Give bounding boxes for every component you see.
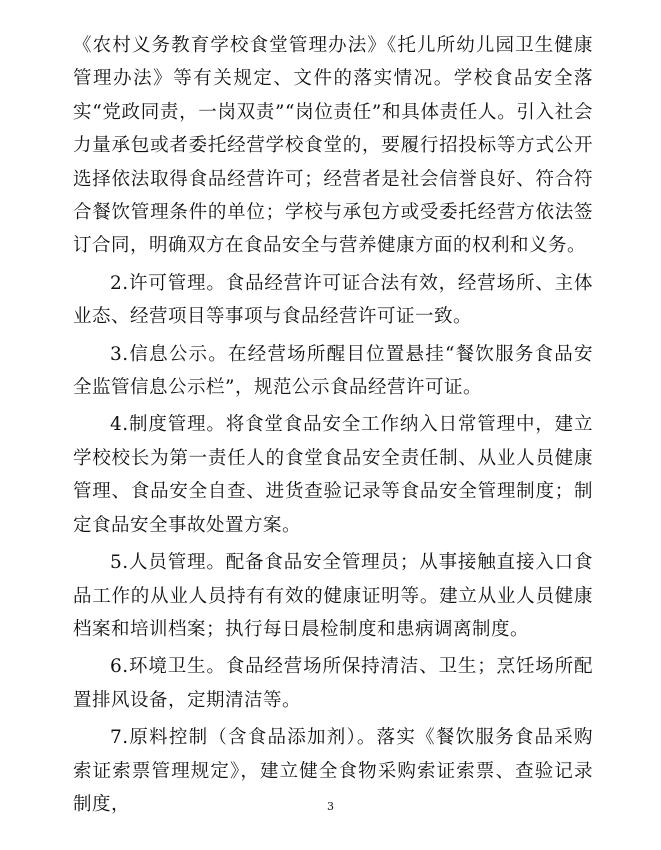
document-body — [73, 29, 593, 825]
paragraph-regulations-implementation: 《农村义务教育学校食堂管理办法》《托儿所幼儿园卫生健康管理办法》等有关规定、文件的落实情况。学校食品安全落实“党政同责，一岗双责”“岗位责任”和具体责任人。引入社会力量承包或者委托经营学校食堂的，要履行招投标等方式公开选择依法取得食品经营许可；经营者是社会信誉良好、符合符合餐饮管理条件的单位；学校与承包方或受委托经营方依法签订合同，明确双方在食品安全与营养健康方面的权利和义务。 — [73, 35, 593, 257]
paragraph-personnel-management: 5.人员管理。配备食品安全管理员；从事接触直接入口食品工作的从业人员持有有效的健康证明等。建立从业人员健康档案和培训档案；执行每日晨检制度和患病调离制度。 — [73, 552, 593, 640]
page-number: 3 — [327, 800, 334, 813]
paragraph-environmental-hygiene: 6.环境卫生。食品经营场所保持清洁、卫生；烹饪场所配置排风设备，定期清洁等。 — [73, 656, 593, 711]
paragraph-raw-material-control: 7.原料控制（含食品添加剂）。落实《餐饮服务食品采购索证索票管理规定》，建立健全食物采购索证索票、查验记录制度， — [73, 727, 593, 815]
paragraph-information-disclosure: 3.信息公示。在经营场所醒目位置悬挂“餐饮服务食品安全监管信息公示栏”，规范公示食品经营许可证。 — [73, 343, 593, 399]
paragraph-license-management: 2.许可管理。食品经营许可证合法有效，经营场所、主体业态、经营项目等事项与食品经营许可证一致。 — [73, 272, 593, 328]
paragraph-system-management: 4.制度管理。将食堂食品安全工作纳入日常管理中，建立学校校长为第一责任人的食堂食品安全责任制、从业人员健康管理、食品安全自查、进货查验记录等食品安全管理制度；制定食品安全事故处置方案。 — [73, 414, 593, 536]
